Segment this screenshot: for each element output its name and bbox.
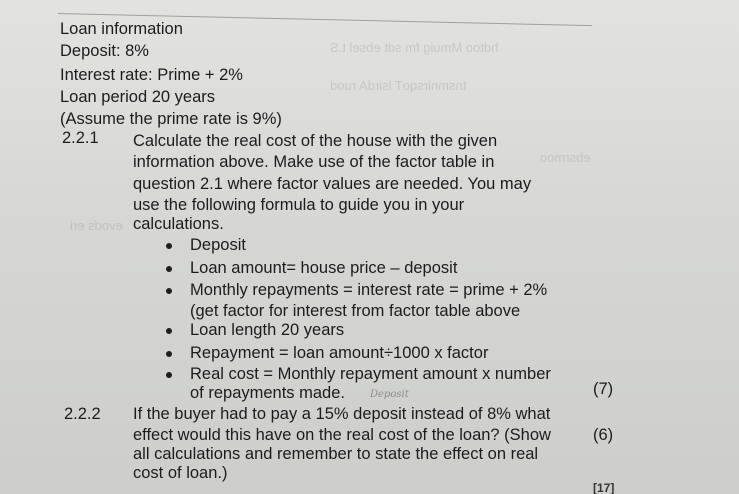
handwritten-note: Deposit xyxy=(370,389,409,400)
bullet-real-cost-cont: of repayments made. xyxy=(190,384,345,402)
bullet-real-cost: Real cost = Monthly repayment amount x number xyxy=(190,365,551,383)
bleed-through-text: evods eri xyxy=(70,218,123,233)
question-text-line: Calculate the real cost of the house with the given xyxy=(133,132,498,150)
marks-2-2-1: (7) xyxy=(593,380,614,398)
bullet-factor-note: (get factor for interest from factor table above xyxy=(190,302,521,320)
loan-info-heading: Loan information xyxy=(60,20,183,38)
bullet-icon xyxy=(166,372,172,378)
bullet-loan-amount: Loan amount= house price – deposit xyxy=(190,259,458,277)
bleed-through-text: hdtoo Mmuig fm sdt ebsel t.S xyxy=(330,40,499,55)
deposit-line: Deposit: 8% xyxy=(60,42,149,60)
bullet-repayment: Repayment = loan amount÷1000 x factor xyxy=(190,344,489,362)
question-text-line: information above. Make use of the factor table in xyxy=(133,153,495,171)
question-text-line: calculations. xyxy=(133,215,224,233)
question-text-line: use the following formula to guide you in your xyxy=(133,196,465,214)
bullet-icon xyxy=(166,266,172,272)
bullet-icon xyxy=(166,351,172,357)
bullet-deposit: Deposit xyxy=(190,236,246,254)
prime-rate-line: (Assume the prime rate is 9%) xyxy=(60,110,282,128)
marks-2-2-2: (6) xyxy=(593,426,614,444)
bullet-loan-length: Loan length 20 years xyxy=(190,321,345,339)
question-text-line: question 2.1 where factor values are needed. You may xyxy=(133,175,532,193)
question-text-line: If the buyer had to pay a 15% deposit instead of 8% what xyxy=(133,405,551,423)
question-number-2-2-1: 2.2.1 xyxy=(62,129,99,147)
question-number-2-2-2: 2.2.2 xyxy=(64,405,101,423)
bullet-monthly-repayments: Monthly repayments = interest rate = prime + 2% xyxy=(190,281,548,299)
question-text-line: effect would this have on the real cost of the loan? (Show xyxy=(133,426,551,444)
question-text-line: cost of loan.) xyxy=(133,464,228,482)
question-text-line: all calculations and remember to state the effect on real xyxy=(133,445,539,463)
bullet-icon xyxy=(166,328,172,334)
bleed-through-text: ebsrmoo xyxy=(540,150,591,165)
bleed-through-text: tnsmnirsqoT lsirdA ruod xyxy=(330,78,467,93)
loan-period-line: Loan period 20 years xyxy=(60,88,216,106)
interest-rate-line: Interest rate: Prime + 2% xyxy=(60,66,243,84)
total-marks: [17] xyxy=(593,481,615,494)
bullet-icon xyxy=(166,243,172,249)
bullet-icon xyxy=(166,288,172,294)
